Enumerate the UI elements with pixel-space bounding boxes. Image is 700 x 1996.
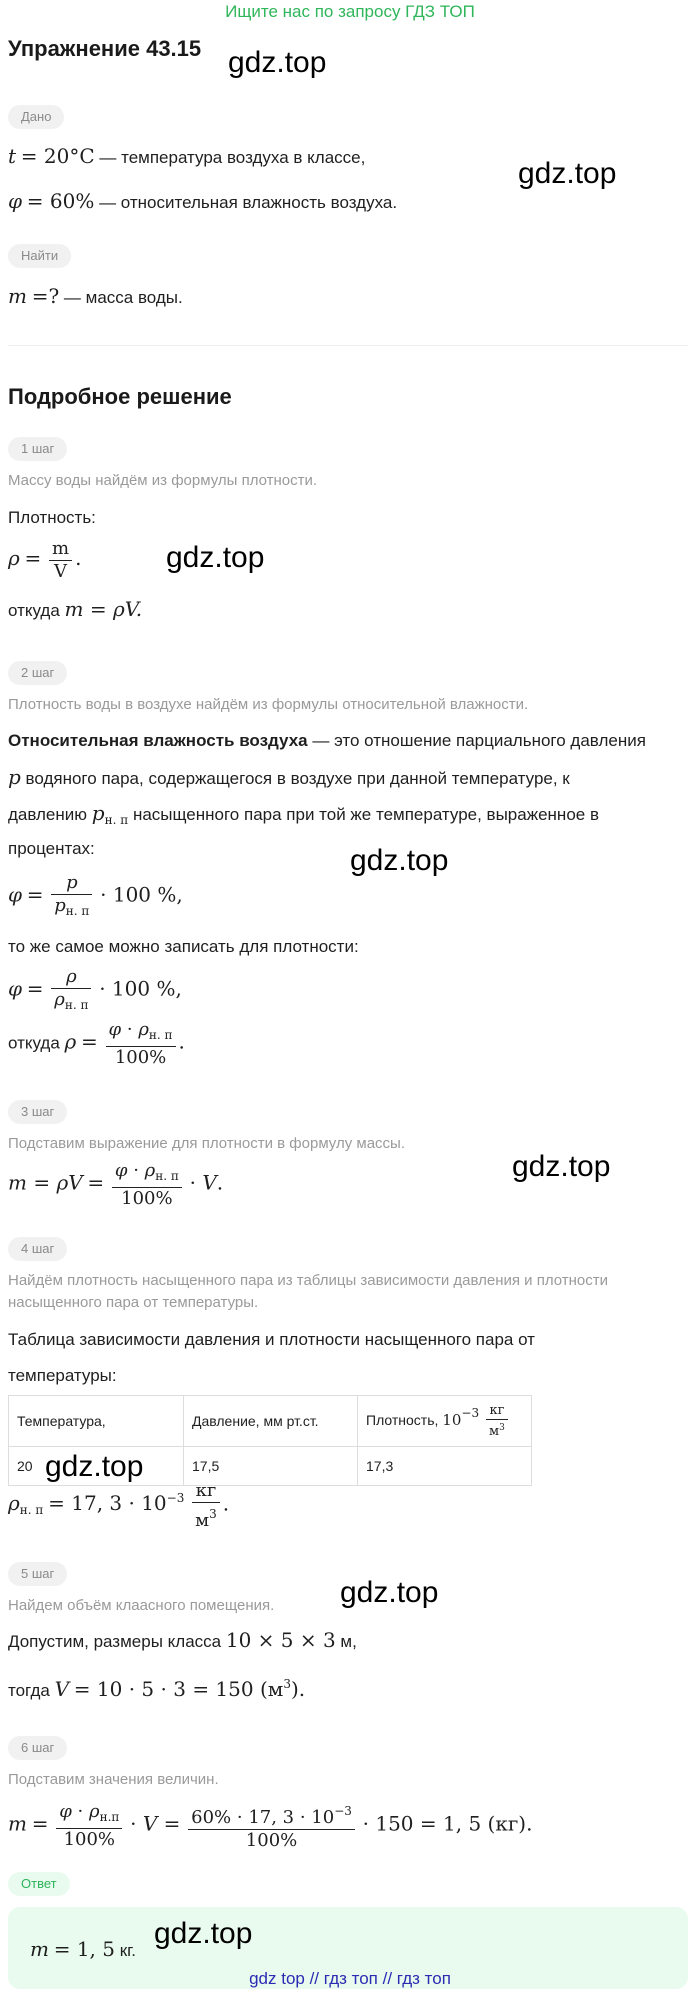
step-1-hint: Массу воды найдём из формулы плотности.	[8, 472, 318, 489]
formula-mass-substituted: m = ρV = $\frac{\varphi \cdot \rho_{н. п}}{100\%}$ · V.	[8, 1160, 224, 1209]
humidity-definition-line2: p водяного пара, содержащегося в воздухе при данной температуре, к	[8, 765, 570, 789]
table-cell-pressure: 17,5	[184, 1447, 358, 1486]
answer-label: Ответ	[8, 1872, 70, 1896]
top-banner: Ищите нас по запросу ГДЗ ТОП	[225, 2, 475, 21]
divider	[8, 345, 688, 346]
page-title: Упражнение 43.15	[8, 36, 202, 61]
table-cell-temperature: 20	[9, 1447, 184, 1486]
find-mass: m =? — масса воды.	[8, 284, 183, 308]
watermark: gdz.top	[350, 844, 449, 877]
watermark: gdz.top	[154, 1917, 253, 1950]
table-header-temperature: Температура,	[9, 1396, 184, 1447]
watermark: gdz.top	[340, 1576, 439, 1609]
formula-mass: откуда m = ρV.	[8, 597, 143, 621]
step-4-hint: Найдём плотность насыщенного пара из таблицы зависимости давления и плотности насыщенного пара от температуры.	[8, 1272, 609, 1311]
step-5-hint: Найдем объём клаасного помещения.	[8, 1597, 275, 1614]
formula-volume: тогда V = 10 · 5 · 3 = 150 $(м^3)$.	[8, 1677, 306, 1701]
step-6-label: 6 шаг	[8, 1736, 67, 1760]
formula-humidity-pressure: φ = $\frac{p}{p_{н. п}}$ · 100 %,	[8, 872, 183, 922]
given-humidity: φ = 60% — относительная влажность воздуха.	[8, 189, 398, 213]
humidity-definition-line4: процентах:	[8, 839, 95, 858]
watermark: gdz.top	[228, 46, 327, 79]
watermark: gdz.top	[45, 1450, 144, 1483]
step-6-hint: Подставим значения величин.	[8, 1771, 219, 1788]
table-header-row	[9, 1396, 532, 1447]
watermark: gdz.top	[166, 541, 265, 574]
step-1-label: 1 шаг	[8, 437, 67, 461]
room-dimensions: Допустим, размеры класса 10 × 5 × 3 м,	[8, 1628, 357, 1652]
formula-humidity-density: φ = $\frac{\rho}{\rho_{н. п}}$ · 100 %,	[8, 966, 182, 1016]
step-1-density-label: Плотность:	[8, 508, 96, 527]
density-note: то же самое можно записать для плотности:	[8, 937, 359, 956]
answer-value: m = 1, 5 кг.	[30, 1937, 137, 1961]
table-title: Таблица зависимости давления и плотности насыщенного пара от	[8, 1330, 535, 1349]
watermark: gdz.top	[518, 157, 617, 190]
humidity-definition: Относительная влажность воздуха — это отношение парциального давления	[8, 731, 646, 750]
step-3-label: 3 шаг	[8, 1100, 67, 1124]
formula-saturated-density: $\rho_{н. п} = 17$, $3 \cdot 10^{-3}$ $\frac{кг}{м^3}$ .	[8, 1480, 230, 1531]
step-3-hint: Подставим выражение для плотности в формулу массы.	[8, 1135, 406, 1152]
formula-density-expressed: откуда ρ = $\frac{\varphi \cdot \rho_{н. п}}{100\%}$ .	[8, 1019, 185, 1068]
step-2-hint: Плотность воды в воздухе найдём из формулы относительной влажности.	[8, 696, 529, 713]
step-5-label: 5 шаг	[8, 1562, 67, 1586]
solution-title: Подробное решение	[8, 384, 232, 409]
table-header-density: Плотность, $10^{-3}$ $\frac{кг}{м^3}$	[358, 1396, 532, 1447]
find-label: Найти	[8, 244, 71, 268]
formula-density: ρ = $\frac{m}{V}$ .	[8, 538, 82, 582]
table-title-line2: температуры:	[8, 1366, 117, 1385]
given-label: Дано	[8, 105, 64, 129]
formula-final-calculation: m = $\frac{\varphi \cdot \rho_{н.п}}{100\%}$ · V = $\frac{60\% \cdot 17, 3 \cdot 10^{-3}}{100\%}$ · 150 = 1, 5 (кг).	[8, 1801, 533, 1851]
watermark: gdz.top	[512, 1150, 611, 1183]
table-cell-density: 17,3	[358, 1447, 532, 1486]
step-4-label: 4 шаг	[8, 1237, 67, 1261]
humidity-definition-line3: давлению $p_{н. п}$ насыщенного пара при той же температуре, выраженное в	[8, 801, 599, 827]
footer-links[interactable]: gdz top // гдз топ // гдз топ	[249, 1969, 451, 1988]
given-temperature: t = 20°C — температура воздуха в классе,	[8, 144, 366, 168]
table-header-pressure: Давление, мм рт.ст.	[184, 1396, 358, 1447]
step-2-label: 2 шаг	[8, 661, 67, 685]
